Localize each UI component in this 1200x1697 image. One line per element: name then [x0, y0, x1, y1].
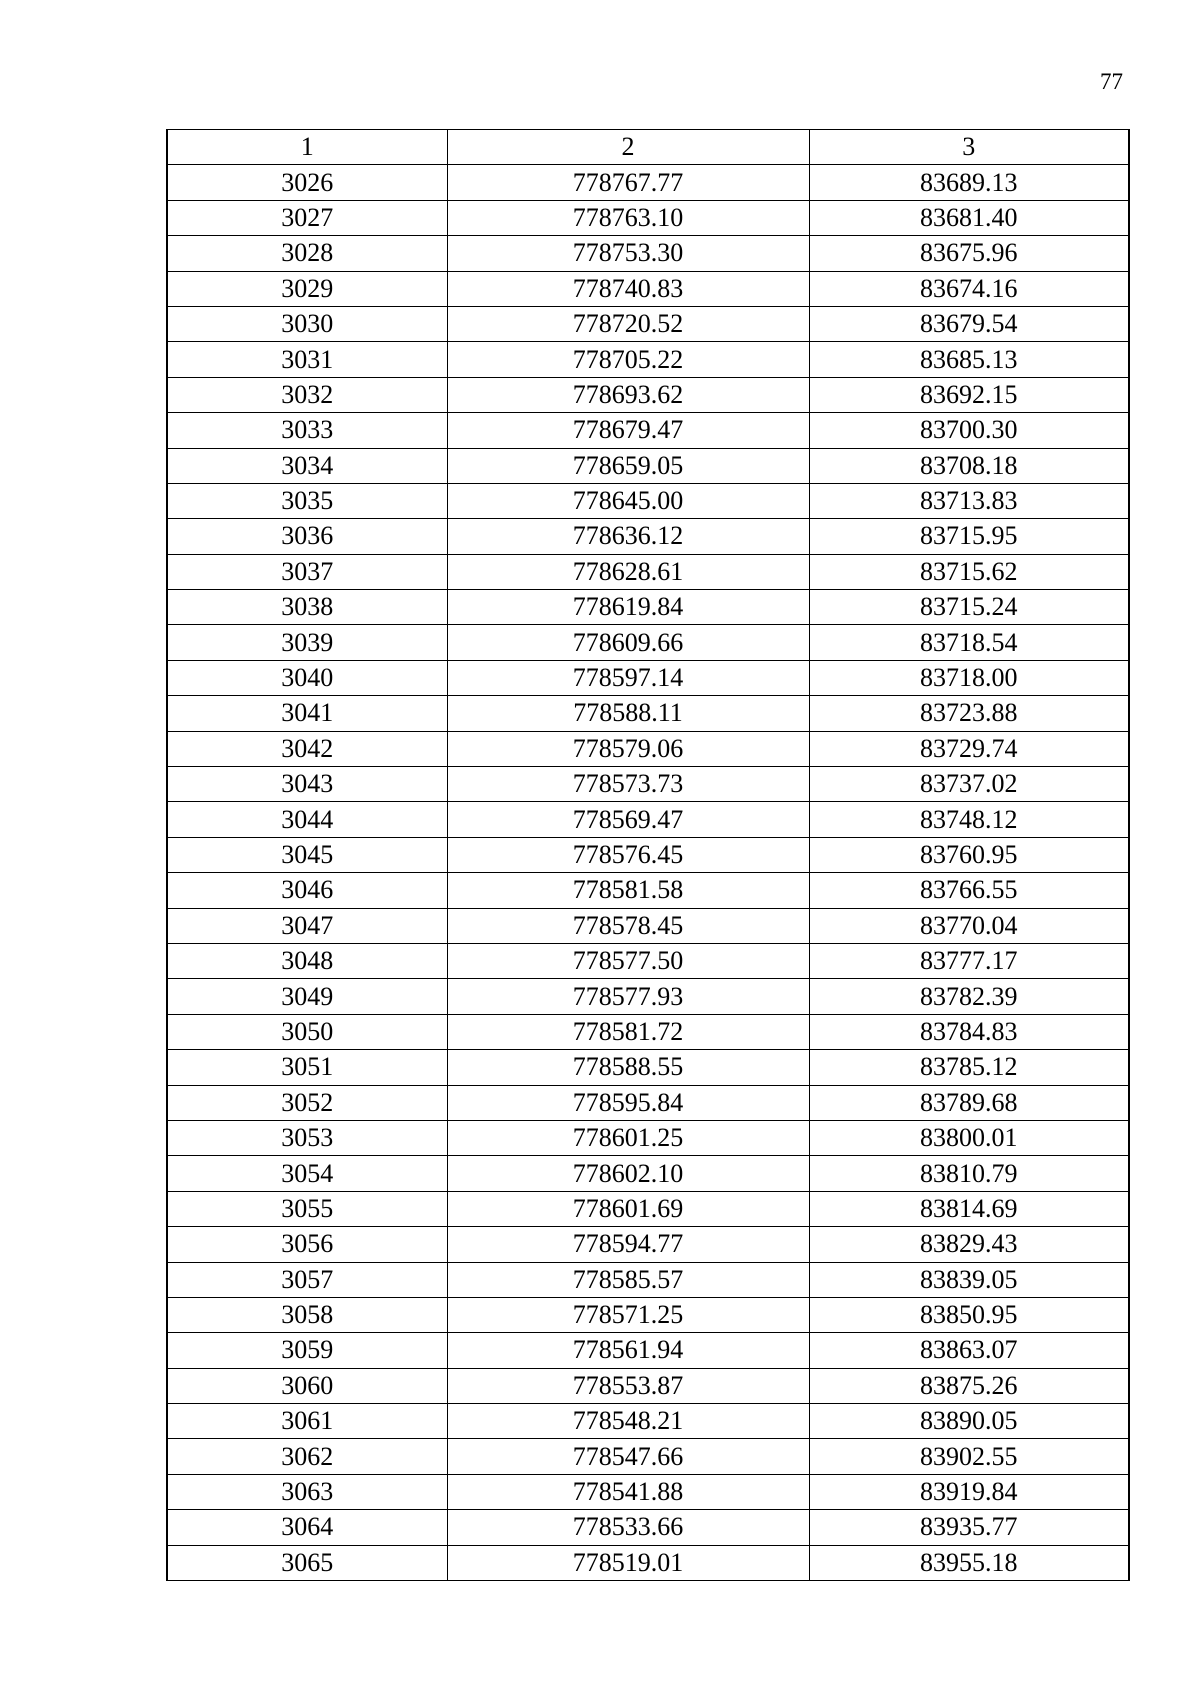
x-coordinate-cell: 778585.57	[447, 1262, 809, 1297]
point-number-cell: 3053	[167, 1120, 447, 1155]
y-coordinate-cell: 83715.95	[809, 519, 1129, 554]
point-number-cell: 3032	[167, 377, 447, 412]
point-number-cell: 3055	[167, 1191, 447, 1226]
table-row	[167, 306, 1129, 341]
point-number-cell: 3039	[167, 625, 447, 660]
point-number-cell: 3037	[167, 554, 447, 589]
y-coordinate-cell: 83737.02	[809, 767, 1129, 802]
point-number-cell: 3034	[167, 448, 447, 483]
point-number-cell: 3054	[167, 1156, 447, 1191]
y-coordinate-cell: 83890.05	[809, 1404, 1129, 1439]
y-coordinate-cell: 83935.77	[809, 1510, 1129, 1545]
point-number-cell: 3029	[167, 271, 447, 306]
y-coordinate-cell: 83692.15	[809, 377, 1129, 412]
table-row	[167, 519, 1129, 554]
y-coordinate-cell: 83715.62	[809, 554, 1129, 589]
page-number: 77	[1100, 69, 1123, 94]
point-number-cell: 3048	[167, 943, 447, 978]
y-coordinate-cell: 83770.04	[809, 908, 1129, 943]
point-number-cell: 3050	[167, 1014, 447, 1049]
x-coordinate-cell: 778602.10	[447, 1156, 809, 1191]
y-coordinate-cell: 83955.18	[809, 1545, 1129, 1580]
point-number-cell: 3060	[167, 1368, 447, 1403]
point-number-cell: 3038	[167, 590, 447, 625]
y-coordinate-cell: 83675.96	[809, 236, 1129, 271]
table-row	[167, 1085, 1129, 1120]
x-coordinate-cell: 778577.93	[447, 979, 809, 1014]
point-number-cell: 3043	[167, 767, 447, 802]
y-coordinate-cell: 83681.40	[809, 200, 1129, 235]
point-number-cell: 3047	[167, 908, 447, 943]
point-number-cell: 3035	[167, 483, 447, 518]
x-coordinate-cell: 778753.30	[447, 236, 809, 271]
x-coordinate-cell: 778588.11	[447, 696, 809, 731]
header-cell-2: 2	[447, 130, 809, 165]
y-coordinate-cell: 83777.17	[809, 943, 1129, 978]
table-row	[167, 1120, 1129, 1155]
table-row	[167, 413, 1129, 448]
x-coordinate-cell: 778548.21	[447, 1404, 809, 1439]
x-coordinate-cell: 778740.83	[447, 271, 809, 306]
table-row	[167, 271, 1129, 306]
x-coordinate-cell: 778547.66	[447, 1439, 809, 1474]
point-number-cell: 3030	[167, 306, 447, 341]
table-row	[167, 908, 1129, 943]
x-coordinate-cell: 778679.47	[447, 413, 809, 448]
point-number-cell: 3028	[167, 236, 447, 271]
point-number-cell: 3042	[167, 731, 447, 766]
x-coordinate-cell: 778597.14	[447, 660, 809, 695]
table-row	[167, 377, 1129, 412]
point-number-cell: 3040	[167, 660, 447, 695]
y-coordinate-cell: 83800.01	[809, 1120, 1129, 1155]
table-row	[167, 200, 1129, 235]
y-coordinate-cell: 83708.18	[809, 448, 1129, 483]
y-coordinate-cell: 83839.05	[809, 1262, 1129, 1297]
table-row	[167, 1262, 1129, 1297]
y-coordinate-cell: 83760.95	[809, 837, 1129, 872]
y-coordinate-cell: 83814.69	[809, 1191, 1129, 1226]
point-number-cell: 3057	[167, 1262, 447, 1297]
header-row	[167, 130, 1129, 165]
y-coordinate-cell: 83713.83	[809, 483, 1129, 518]
y-coordinate-cell: 83810.79	[809, 1156, 1129, 1191]
point-number-cell: 3052	[167, 1085, 447, 1120]
point-number-cell: 3065	[167, 1545, 447, 1580]
table-row	[167, 1404, 1129, 1439]
y-coordinate-cell: 83782.39	[809, 979, 1129, 1014]
y-coordinate-cell: 83674.16	[809, 271, 1129, 306]
x-coordinate-cell: 778763.10	[447, 200, 809, 235]
y-coordinate-cell: 83723.88	[809, 696, 1129, 731]
y-coordinate-cell: 83715.24	[809, 590, 1129, 625]
point-number-cell: 3046	[167, 873, 447, 908]
table-header	[167, 130, 1129, 165]
table-row	[167, 767, 1129, 802]
table-row	[167, 1510, 1129, 1545]
table-row	[167, 660, 1129, 695]
x-coordinate-cell: 778578.45	[447, 908, 809, 943]
table-row	[167, 837, 1129, 872]
x-coordinate-cell: 778659.05	[447, 448, 809, 483]
point-number-cell: 3064	[167, 1510, 447, 1545]
x-coordinate-cell: 778619.84	[447, 590, 809, 625]
point-number-cell: 3059	[167, 1333, 447, 1368]
header-cell-1: 1	[167, 130, 447, 165]
table-row	[167, 1333, 1129, 1368]
point-number-cell: 3027	[167, 200, 447, 235]
x-coordinate-cell: 778588.55	[447, 1050, 809, 1085]
y-coordinate-cell: 83875.26	[809, 1368, 1129, 1403]
table-row	[167, 1545, 1129, 1580]
table-row	[167, 1368, 1129, 1403]
point-number-cell: 3049	[167, 979, 447, 1014]
y-coordinate-cell: 83863.07	[809, 1333, 1129, 1368]
x-coordinate-cell: 778595.84	[447, 1085, 809, 1120]
x-coordinate-cell: 778576.45	[447, 837, 809, 872]
point-number-cell: 3058	[167, 1297, 447, 1332]
x-coordinate-cell: 778577.50	[447, 943, 809, 978]
table-row	[167, 483, 1129, 518]
table-row	[167, 696, 1129, 731]
table-row	[167, 236, 1129, 271]
y-coordinate-cell: 83829.43	[809, 1227, 1129, 1262]
point-number-cell: 3056	[167, 1227, 447, 1262]
table-row	[167, 625, 1129, 660]
x-coordinate-cell: 778573.73	[447, 767, 809, 802]
point-number-cell: 3061	[167, 1404, 447, 1439]
point-number-cell: 3063	[167, 1474, 447, 1509]
x-coordinate-cell: 778541.88	[447, 1474, 809, 1509]
x-coordinate-cell: 778628.61	[447, 554, 809, 589]
point-number-cell: 3051	[167, 1050, 447, 1085]
x-coordinate-cell: 778601.25	[447, 1120, 809, 1155]
table-row	[167, 1191, 1129, 1226]
y-coordinate-cell: 83902.55	[809, 1439, 1129, 1474]
point-number-cell: 3033	[167, 413, 447, 448]
x-coordinate-cell: 778571.25	[447, 1297, 809, 1332]
table-row	[167, 554, 1129, 589]
table-row	[167, 590, 1129, 625]
table-row	[167, 731, 1129, 766]
x-coordinate-cell: 778601.69	[447, 1191, 809, 1226]
y-coordinate-cell: 83748.12	[809, 802, 1129, 837]
y-coordinate-cell: 83700.30	[809, 413, 1129, 448]
x-coordinate-cell: 778720.52	[447, 306, 809, 341]
y-coordinate-cell: 83850.95	[809, 1297, 1129, 1332]
y-coordinate-cell: 83689.13	[809, 165, 1129, 200]
table-body	[167, 165, 1129, 1581]
x-coordinate-cell: 778609.66	[447, 625, 809, 660]
y-coordinate-cell: 83766.55	[809, 873, 1129, 908]
table-row	[167, 873, 1129, 908]
x-coordinate-cell: 778767.77	[447, 165, 809, 200]
table-row	[167, 1050, 1129, 1085]
table-row	[167, 802, 1129, 837]
y-coordinate-cell: 83784.83	[809, 1014, 1129, 1049]
table-row	[167, 1014, 1129, 1049]
y-coordinate-cell: 83685.13	[809, 342, 1129, 377]
point-number-cell: 3026	[167, 165, 447, 200]
y-coordinate-cell: 83919.84	[809, 1474, 1129, 1509]
x-coordinate-cell: 778581.58	[447, 873, 809, 908]
table-row	[167, 979, 1129, 1014]
table-row	[167, 1439, 1129, 1474]
x-coordinate-cell: 778519.01	[447, 1545, 809, 1580]
table-row	[167, 1297, 1129, 1332]
y-coordinate-cell: 83789.68	[809, 1085, 1129, 1120]
y-coordinate-cell: 83718.54	[809, 625, 1129, 660]
point-number-cell: 3031	[167, 342, 447, 377]
x-coordinate-cell: 778569.47	[447, 802, 809, 837]
table-row	[167, 1227, 1129, 1262]
x-coordinate-cell: 778579.06	[447, 731, 809, 766]
y-coordinate-cell: 83679.54	[809, 306, 1129, 341]
x-coordinate-cell: 778705.22	[447, 342, 809, 377]
x-coordinate-cell: 778693.62	[447, 377, 809, 412]
x-coordinate-cell: 778645.00	[447, 483, 809, 518]
table-row	[167, 1156, 1129, 1191]
y-coordinate-cell: 83729.74	[809, 731, 1129, 766]
table-row	[167, 1474, 1129, 1509]
x-coordinate-cell: 778594.77	[447, 1227, 809, 1262]
table-row	[167, 165, 1129, 200]
coordinates-table	[166, 129, 1130, 1581]
table-row	[167, 943, 1129, 978]
header-cell-3: 3	[809, 130, 1129, 165]
point-number-cell: 3036	[167, 519, 447, 554]
point-number-cell: 3041	[167, 696, 447, 731]
table-row	[167, 342, 1129, 377]
point-number-cell: 3062	[167, 1439, 447, 1474]
x-coordinate-cell: 778581.72	[447, 1014, 809, 1049]
point-number-cell: 3044	[167, 802, 447, 837]
x-coordinate-cell: 778553.87	[447, 1368, 809, 1403]
x-coordinate-cell: 778561.94	[447, 1333, 809, 1368]
point-number-cell: 3045	[167, 837, 447, 872]
table-row	[167, 448, 1129, 483]
x-coordinate-cell: 778636.12	[447, 519, 809, 554]
y-coordinate-cell: 83718.00	[809, 660, 1129, 695]
x-coordinate-cell: 778533.66	[447, 1510, 809, 1545]
y-coordinate-cell: 83785.12	[809, 1050, 1129, 1085]
